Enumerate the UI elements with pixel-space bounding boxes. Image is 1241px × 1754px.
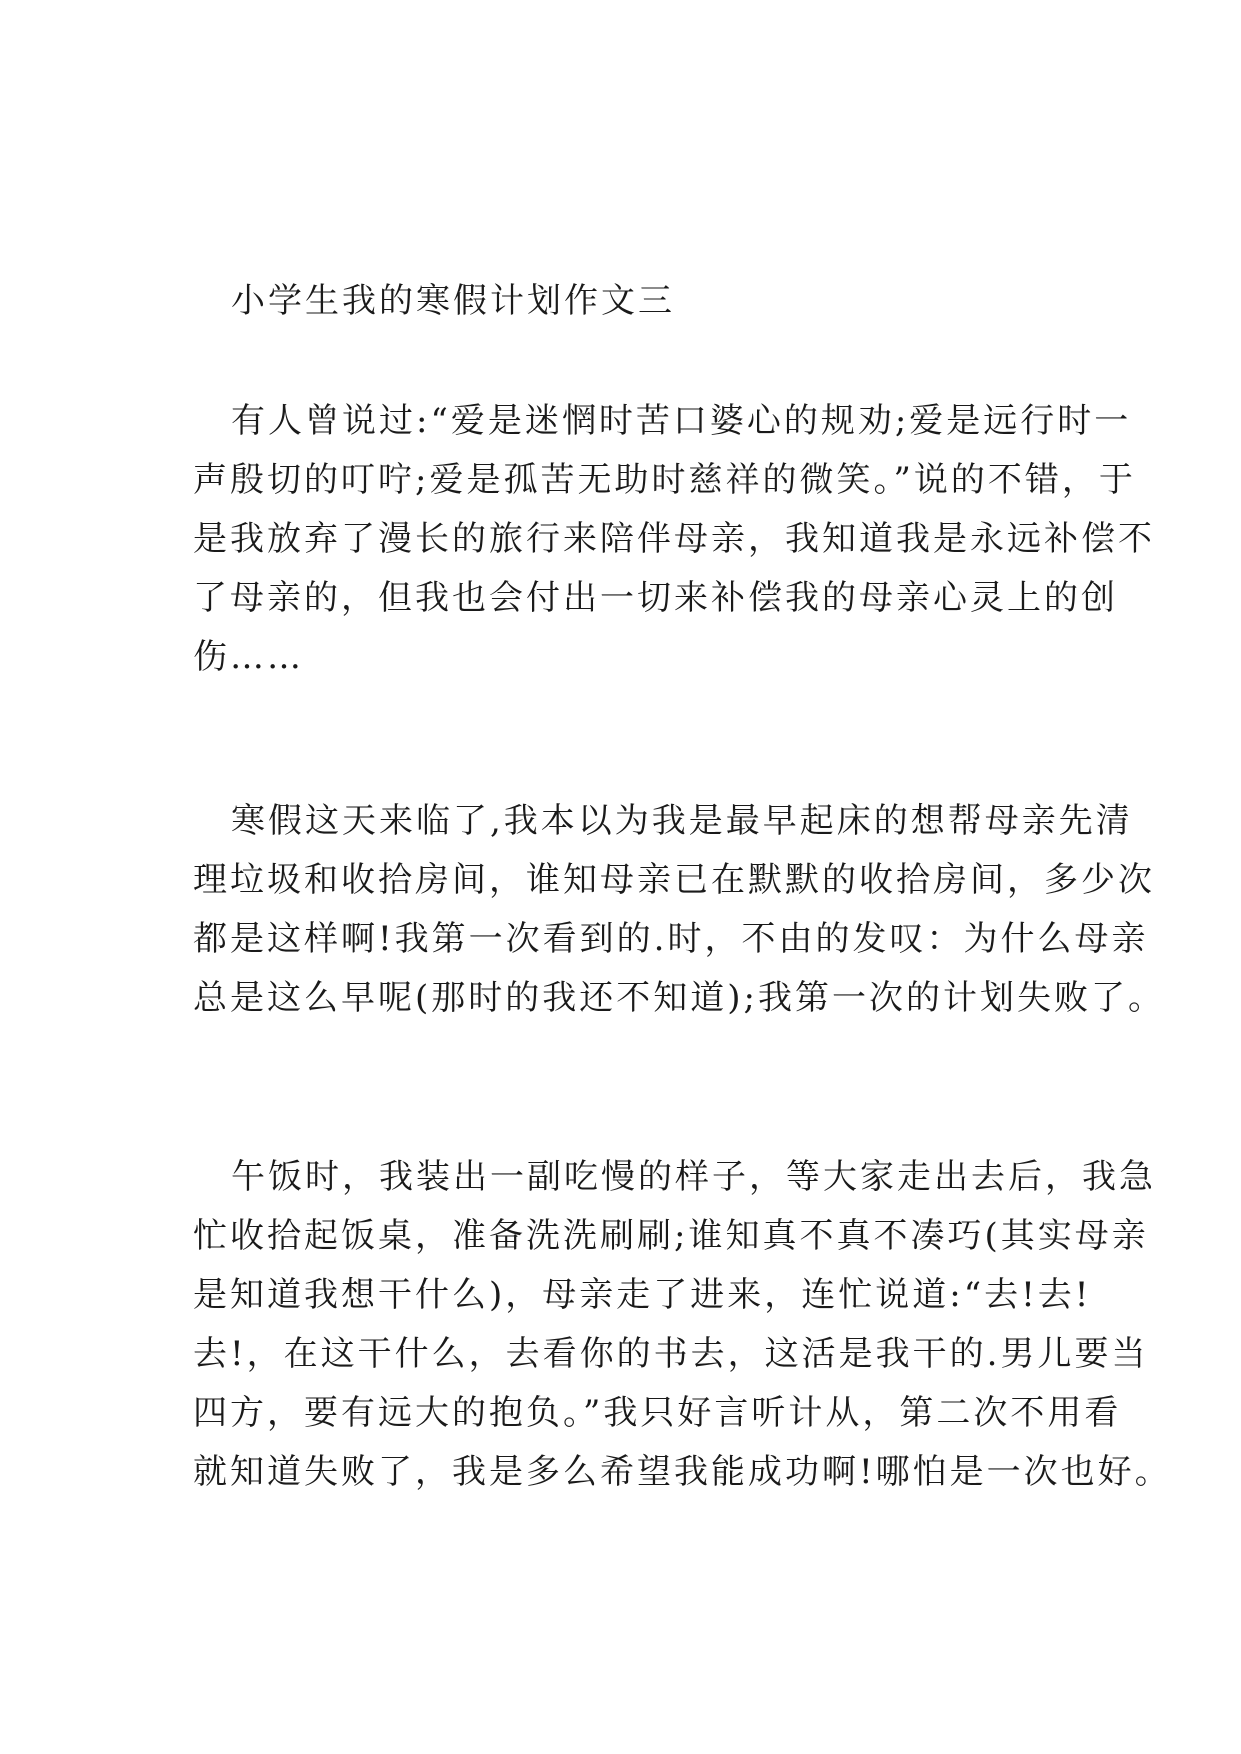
paragraph-2 [193,792,1165,1028]
paragraph-line: 有人曾说过:“爱是迷惘时苦口婆心的规劝;爱是远行时一 [231,401,1132,441]
paragraph-1 [193,392,1155,687]
paragraph-line: 午饭时，我装出一副吃慢的样子，等大家走出去后，我急 [231,1157,1156,1197]
paragraph-line: 理垃圾和收拾房间，谁知母亲已在默默的收拾房间，多少次 [193,860,1155,900]
title-text: 小学生我的寒假计划作文三 [231,281,675,321]
paragraph-line: 伤…… [193,637,304,677]
document-title [193,272,1078,331]
paragraph-line: 总是这么早呢(那时的我还不知道);我第一次的计划失败了。 [193,978,1165,1018]
paragraph-line: 去!，在这干什么，去看你的书去，这活是我干的.男儿要当 [193,1334,1149,1374]
paragraph-line: 是知道我想干什么)，母亲走了进来，连忙说道:“去!去! [193,1275,1092,1315]
paragraph-line: 寒假这天来临了,我本以为我是最早起床的想帮母亲先清 [231,801,1133,841]
paragraph-line: 就知道失败了，我是多么希望我能成功啊!哪怕是一次也好。 [193,1452,1172,1492]
paragraph-line: 都是这样啊!我第一次看到的.时，不由的发叹：为什么母亲 [193,919,1149,959]
paragraph-line: 声殷切的叮咛;爱是孤苦无助时慈祥的微笑。”说的不错，于 [193,460,1136,500]
paragraph-3 [193,1148,1172,1502]
paragraph-line: 四方，要有远大的抱负。”我只好言听计从，第二次不用看 [193,1393,1122,1433]
paragraph-line: 是我放弃了漫长的旅行来陪伴母亲，我知道我是永远补偿不 [193,519,1155,559]
paragraph-line: 了母亲的，但我也会付出一切来补偿我的母亲心灵上的创 [193,578,1118,618]
paragraph-line: 忙收拾起饭桌，准备洗洗刷刷;谁知真不真不凑巧(其实母亲 [193,1216,1149,1256]
